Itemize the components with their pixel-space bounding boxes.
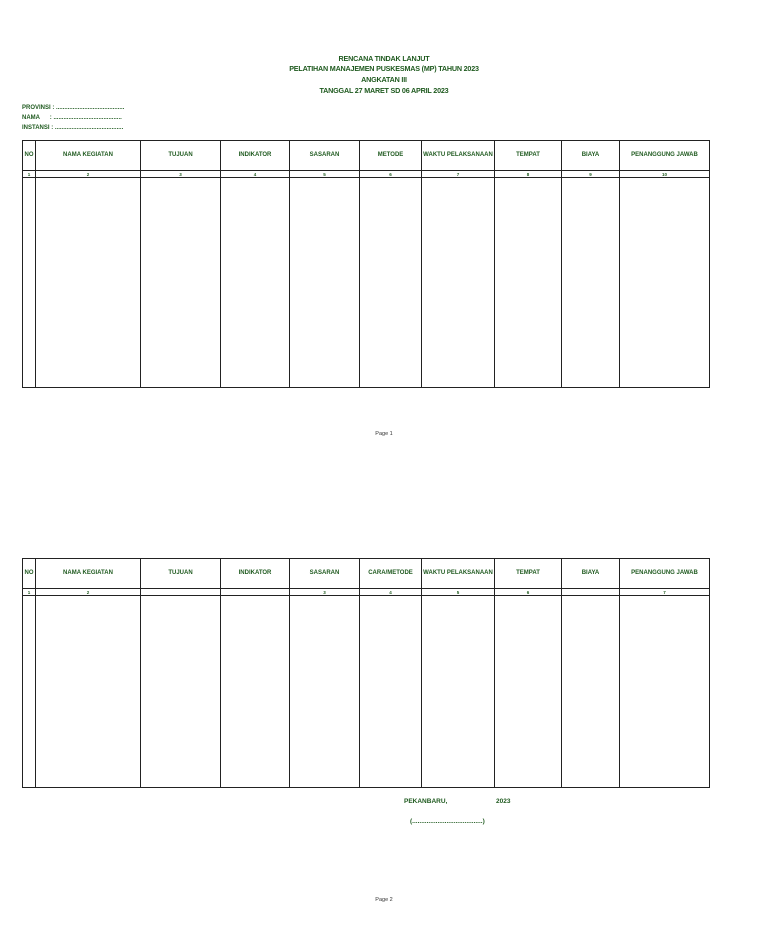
table-cell [290,178,360,388]
col-header-tempat: TEMPAT [495,559,562,589]
signature-name-line: (.......................................) [410,818,485,825]
column-number-row [23,589,710,596]
col-number: 4 [221,171,290,178]
col-header-metode: METODE [360,141,422,171]
col-number: 7 [422,171,495,178]
col-number: 2 [36,171,141,178]
table-cell [495,178,562,388]
col-header-waktu: WAKTU PELAKSANAAN [422,141,495,171]
col-number: 4 [360,589,422,596]
table-cell [141,596,221,788]
table-cell [36,596,141,788]
plan-table-page2 [22,558,710,788]
table-header-row [23,559,710,589]
col-header-tujuan: TUJUAN [141,141,221,171]
col-number: 3 [141,171,221,178]
table-cell [221,178,290,388]
table-cell [562,596,620,788]
signature-place: PEKANBARU, [404,798,448,805]
table-cell [360,178,422,388]
doc-date: TANGGAL 27 MARET SD 06 APRIL 2023 [319,86,449,95]
col-number: 1 [23,589,36,596]
table-header-row [23,141,710,171]
col-header-tempat: TEMPAT [495,141,562,171]
col-header-tujuan: TUJUAN [141,559,221,589]
col-header-cara-metode: CARA/METODE [360,559,422,589]
col-number: 3 [290,589,360,596]
column-number-row [23,171,710,178]
table-cell [23,596,36,788]
col-header-biaya: BIAYA [562,141,620,171]
col-header-nama-kegiatan: NAMA KEGIATAN [36,559,141,589]
col-header-no: NO [23,141,36,171]
col-number [562,589,620,596]
col-number: 6 [360,171,422,178]
table-cell [221,596,290,788]
col-header-sasaran: SASARAN [290,141,360,171]
page-number-2: Page 2 [375,897,393,903]
page-number-1: Page 1 [375,431,393,437]
signature-year: 2023 [496,798,511,805]
table-cell [36,178,141,388]
table-cell [422,596,495,788]
col-header-biaya: BIAYA [562,559,620,589]
col-number: 5 [422,589,495,596]
col-number: 2 [36,589,141,596]
col-header-sasaran: SASARAN [290,559,360,589]
table-cell [290,596,360,788]
doc-batch: ANGKATAN III [361,75,407,84]
table-cell [562,178,620,388]
table-cell [495,596,562,788]
col-number [141,589,221,596]
col-number: 5 [290,171,360,178]
nama-field: NAMA : ......................................... [22,115,122,121]
col-number: 10 [620,171,710,178]
col-header-indikator: INDIKATOR [221,559,290,589]
col-number: 1 [23,171,36,178]
doc-title: RENCANA TINDAK LANJUT [338,54,430,63]
table-body-row [23,596,710,788]
plan-table-page1 [22,140,710,388]
col-header-no: NO [23,559,36,589]
instansi-field: INSTANSI : ......................................... [22,125,124,131]
col-header-indikator: INDIKATOR [221,141,290,171]
col-header-waktu: WAKTU PELAKSANAAN [422,559,495,589]
col-number: 6 [495,589,562,596]
table-cell [360,596,422,788]
table-cell [141,178,221,388]
col-header-penanggung-jawab: PENANGGUNG JAWAB [620,559,710,589]
col-header-nama-kegiatan: NAMA KEGIATAN [36,141,141,171]
table-cell [23,178,36,388]
table-body-row [23,178,710,388]
col-number: 9 [562,171,620,178]
doc-subtitle: PELATIHAN MANAJEMEN PUSKESMAS (MP) TAHUN 2023 [289,64,479,73]
col-header-penanggung-jawab: PENANGGUNG JAWAB [620,141,710,171]
col-number: 7 [620,589,710,596]
table-cell [422,178,495,388]
table-cell [620,178,710,388]
col-number [221,589,290,596]
table-cell [620,596,710,788]
col-number: 8 [495,171,562,178]
provinsi-field: PROVINSI : ......................................... [22,105,125,111]
